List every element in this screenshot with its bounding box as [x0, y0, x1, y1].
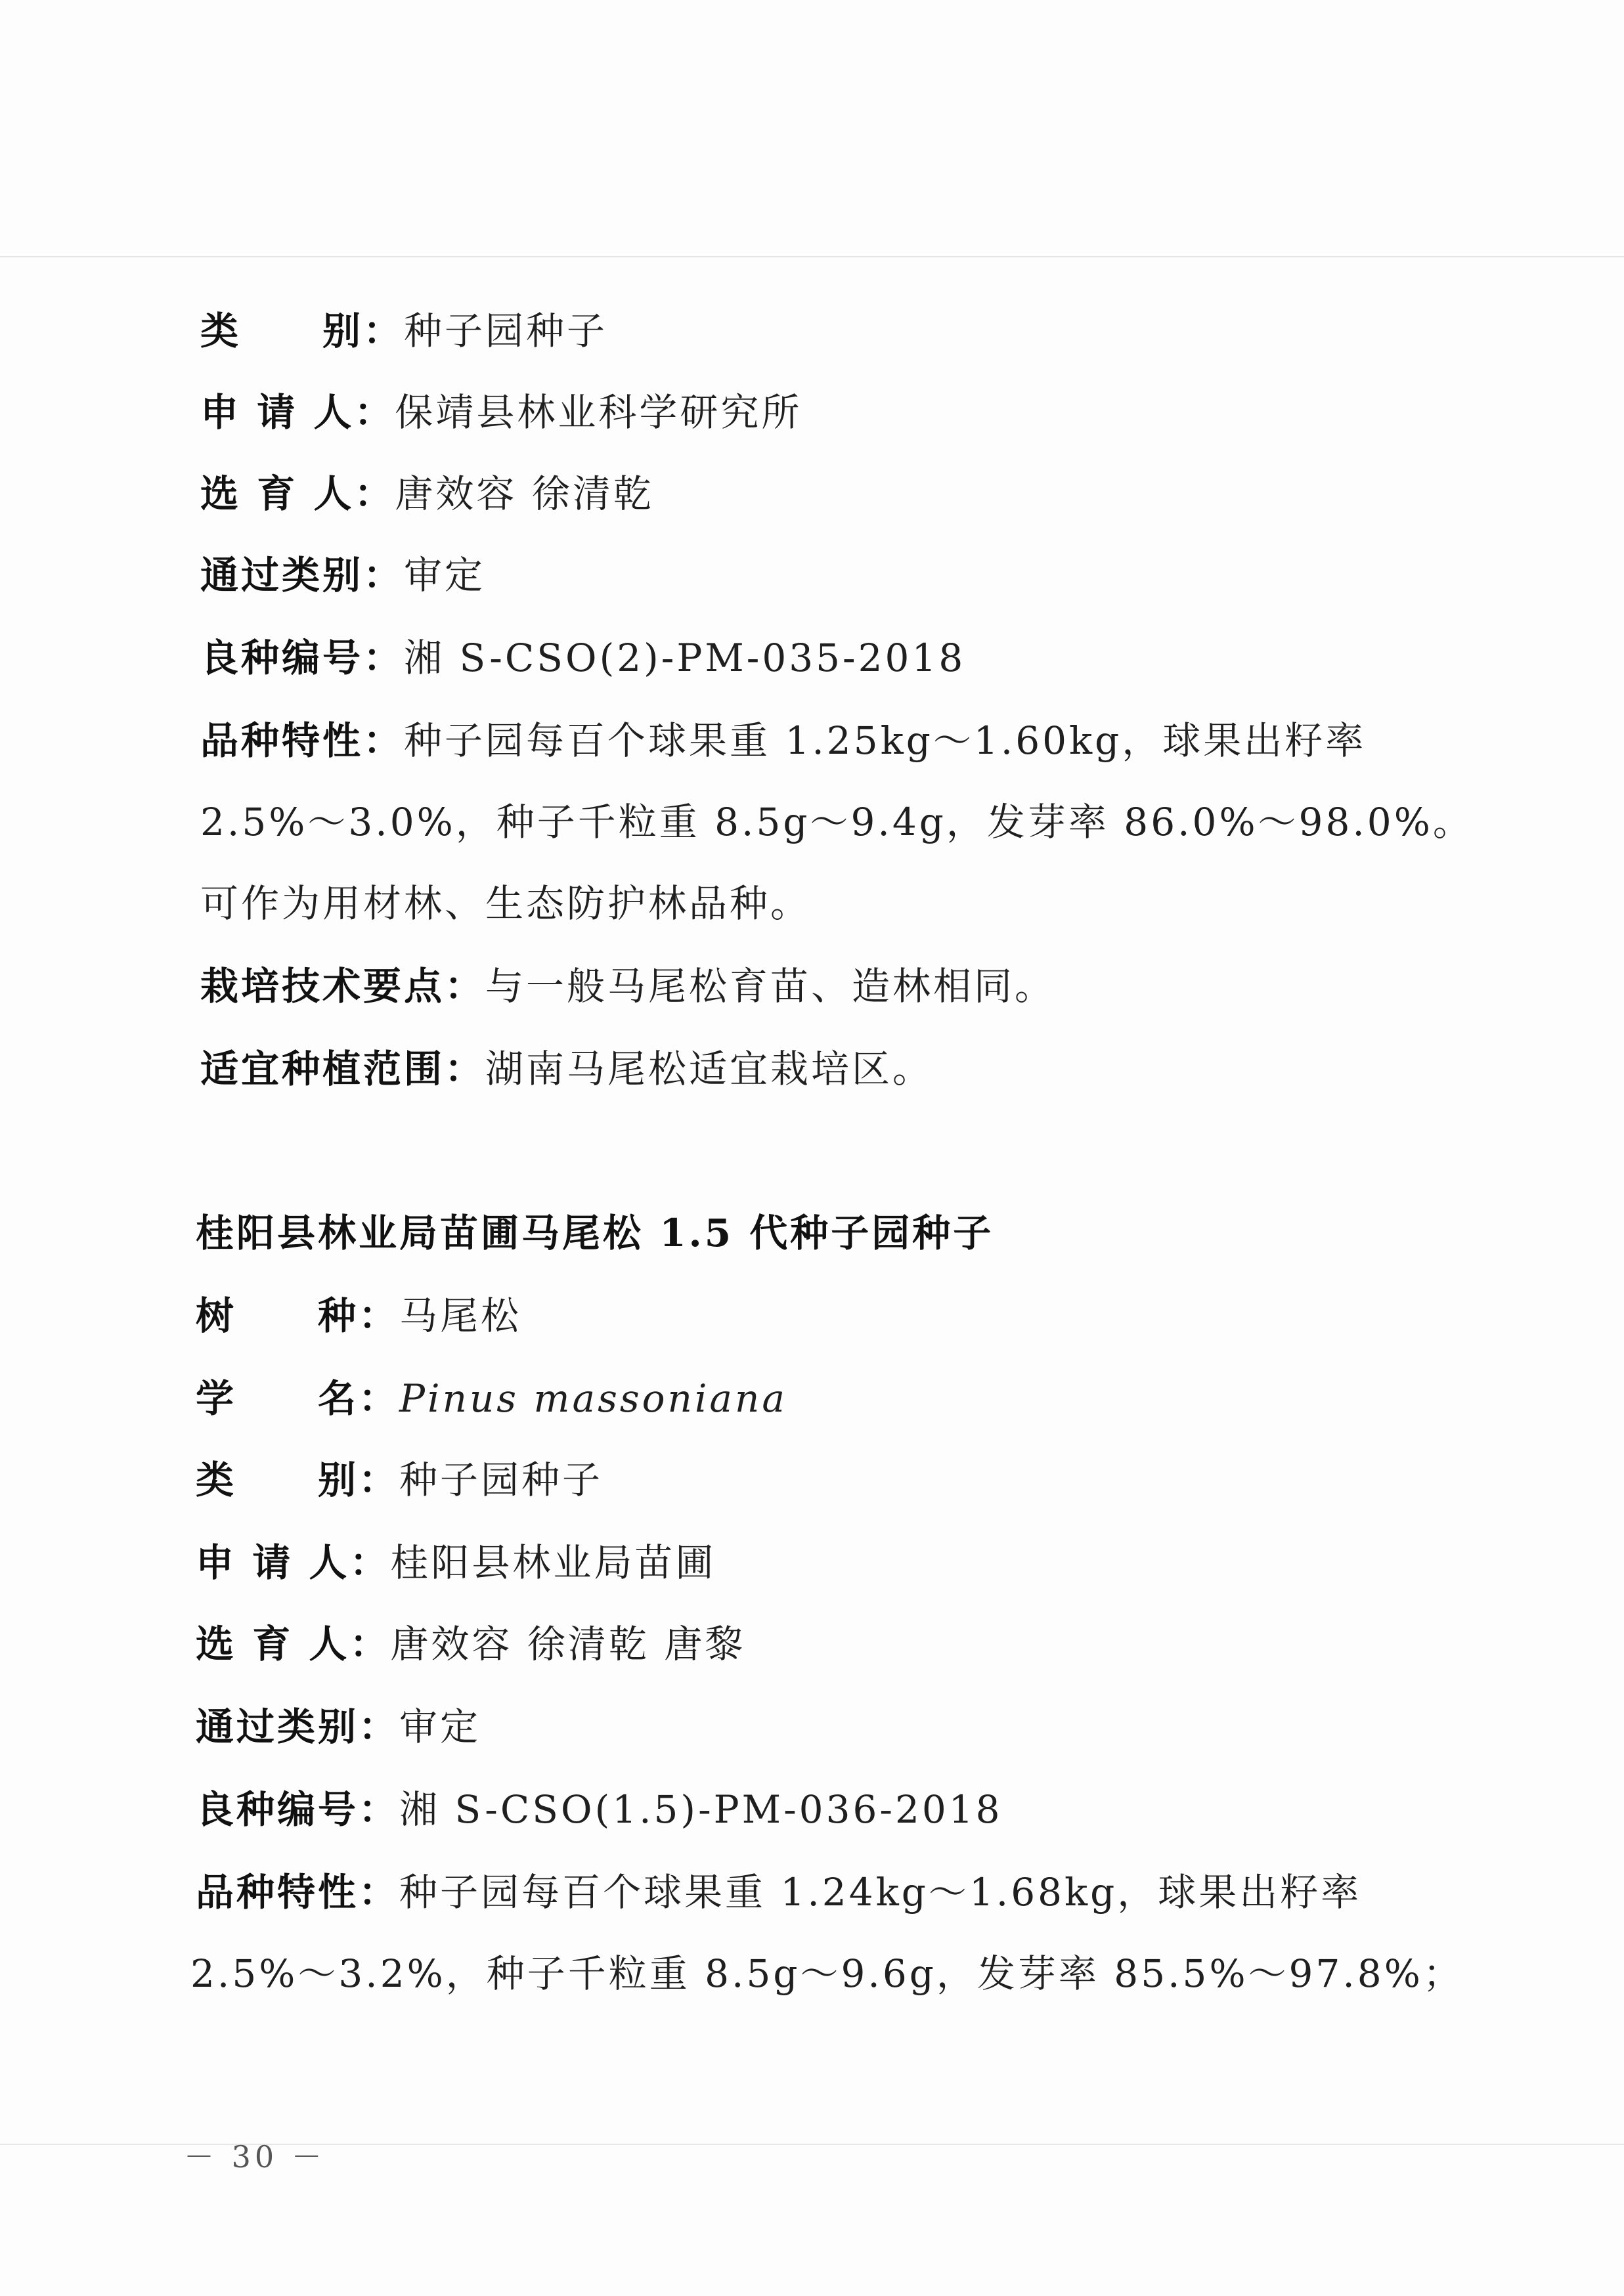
entry1-range-label: 适宜种植范围： [200, 1047, 486, 1091]
entry2-applicant-label: 申 请 人： [196, 1540, 391, 1585]
entry2-traits-line2: 2.5%～3.2%，种子千粒重 8.5g～9.6g，发芽率 85.5%～97.8%； [190, 1951, 1464, 1996]
entry2-title: 桂阳县林业局苗圃马尾松 1.5 代种子园种子 [196, 1211, 994, 1255]
entry2-code-row [196, 1786, 1003, 1833]
entry2-code-value: 湘 S-CSO(1.5)-PM-036-2018 [399, 1787, 1003, 1832]
entry1-breeder-value: 唐效容 徐清乾 [395, 471, 654, 516]
entry2-approval-row [196, 1703, 481, 1750]
entry2-code-label: 良种编号： [196, 1787, 400, 1832]
entry1-applicant-row [200, 389, 802, 436]
scan-rule-top [0, 256, 1624, 257]
entry2-breeder-label: 选 育 人： [196, 1622, 391, 1666]
entry2-traits-line1: 种子园每百个球果重 1.24kg～1.68kg，球果出籽率 [399, 1870, 1362, 1915]
entry1-approval-label: 通过类别： [200, 553, 405, 597]
entry1-traits-label: 品种特性： [200, 718, 405, 763]
entry2-traits-label: 品种特性： [196, 1870, 400, 1915]
entry2-approval-value: 审定 [399, 1704, 481, 1749]
entry2-breeder-row [196, 1620, 745, 1668]
entry1-category-value: 种子园种子 [404, 309, 608, 353]
entry2-breeder-value: 唐效容 徐清乾 唐黎 [390, 1622, 746, 1666]
entry1-breeder-label: 选 育 人： [200, 471, 395, 516]
entry1-range-value: 湖南马尾松适宜栽培区。 [485, 1047, 934, 1091]
page-number: － 30 － [184, 2139, 326, 2175]
entry1-cultivation-row [200, 963, 1055, 1010]
entry2-category-label: 类 别： [196, 1458, 400, 1502]
entry2-scientific-value: Pinus massoniana [399, 1376, 787, 1421]
entry1-code-value: 湘 S-CSO(2)-PM-035-2018 [404, 636, 966, 680]
entry1-breeder-row [200, 470, 654, 517]
entry2-approval-label: 通过类别： [196, 1704, 400, 1749]
entry1-approval-row [200, 552, 485, 599]
entry2-species-row [196, 1292, 521, 1339]
entry1-traits-line3: 可作为用材林、生态防护林品种。 [200, 881, 812, 926]
entry1-cultivation-label: 栽培技术要点： [200, 964, 486, 1008]
entry2-species-label: 树 种： [196, 1293, 400, 1338]
entry1-traits-line2: 2.5%～3.0%，种子千粒重 8.5g～9.4g，发芽率 86.0%～98.0%。 [200, 800, 1474, 844]
entry1-category-label: 类 别： [200, 309, 405, 353]
entry2-scientific-row [196, 1375, 787, 1422]
entry2-species-value: 马尾松 [399, 1293, 522, 1338]
entry1-applicant-value: 保靖县林业科学研究所 [395, 390, 802, 435]
entry2-scientific-label: 学 名： [196, 1376, 400, 1421]
entry2-applicant-value: 桂阳县林业局苗圃 [390, 1540, 716, 1585]
entry1-traits-row [200, 717, 1366, 764]
entry1-traits-line1: 种子园每百个球果重 1.25kg～1.60kg，球果出籽率 [404, 718, 1367, 763]
entry1-code-row [200, 634, 965, 682]
entry1-applicant-label: 申 请 人： [200, 390, 395, 435]
entry1-range-row [200, 1045, 933, 1093]
entry1-cultivation-value: 与一般马尾松育苗、造林相同。 [485, 964, 1056, 1008]
entry2-applicant-row [196, 1539, 716, 1586]
entry2-category-value: 种子园种子 [399, 1458, 604, 1502]
entry1-approval-value: 审定 [404, 553, 486, 597]
entry2-traits-row [196, 1869, 1361, 1916]
entry1-category-row [200, 307, 607, 355]
entry1-code-label: 良种编号： [200, 636, 405, 680]
entry2-category-row [196, 1456, 603, 1504]
